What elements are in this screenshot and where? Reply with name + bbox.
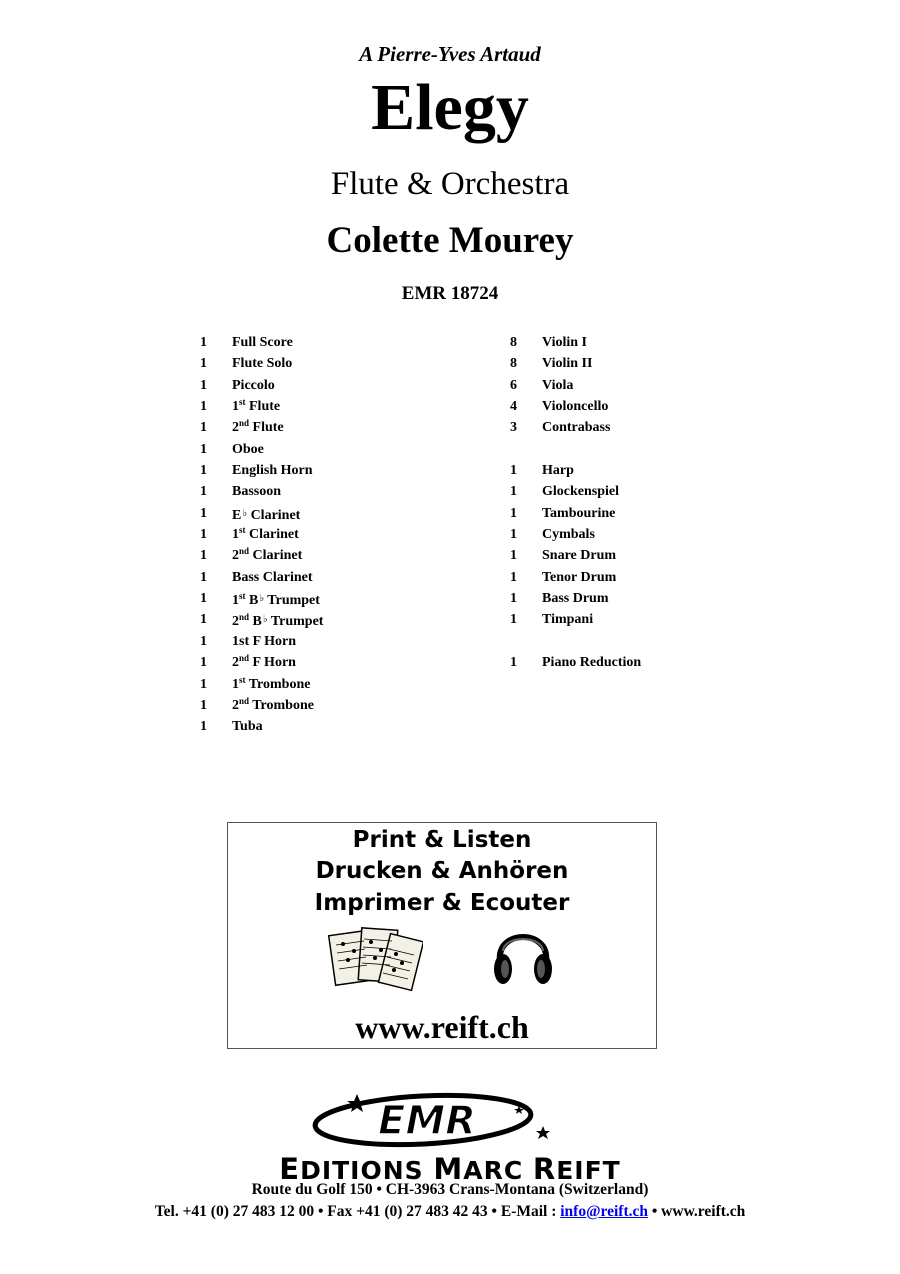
part-quantity: 1 — [510, 548, 517, 564]
part-quantity: 1 — [200, 697, 207, 713]
part-quantity: 1 — [200, 484, 207, 500]
part-quantity: 1 — [200, 633, 207, 649]
part-name — [232, 332, 293, 353]
part-label: Piccolo — [232, 377, 275, 393]
part-label: Trumpet — [264, 593, 320, 609]
part-quantity: 1 — [200, 655, 207, 671]
publisher-name: EDITIONS MARC REIFT — [279, 1152, 621, 1186]
part-label: English Horn — [232, 463, 313, 479]
parts-row — [510, 332, 760, 353]
part-name — [232, 503, 300, 526]
part-label: Flute Solo — [232, 356, 293, 372]
part-quantity: 1 — [200, 377, 207, 393]
parts-row — [200, 588, 450, 609]
composer: Colette Mourey — [326, 220, 574, 261]
part-prefix: 1 — [232, 527, 239, 543]
part-quantity: 1 — [510, 591, 517, 607]
part-quantity: 1 — [510, 569, 517, 585]
part-name: Violin I — [542, 335, 587, 350]
part-quantity: 3 — [510, 420, 517, 436]
part-quantity: 4 — [510, 399, 517, 415]
parts-row — [510, 567, 760, 588]
emr-logo — [305, 1088, 565, 1150]
parts-row — [200, 652, 450, 673]
headphones-icon — [490, 921, 556, 991]
promo-line-french: Imprimer & Ecouter — [314, 890, 570, 916]
part-prefix: 2 — [232, 420, 239, 436]
email-link[interactable]: info@reift.ch — [560, 1203, 648, 1220]
parts-row — [200, 674, 450, 695]
part-key: B — [245, 593, 259, 609]
contact-website: • www.reift.ch — [648, 1203, 746, 1220]
parts-row — [200, 631, 450, 652]
part-name: Violoncello — [542, 399, 609, 415]
part-label: Bass Clarinet — [232, 569, 313, 585]
parts-row — [200, 567, 450, 588]
catalog-number: EMR 18724 — [401, 283, 499, 304]
part-ordinal: nd — [239, 653, 250, 664]
part-prefix: 2 — [232, 655, 239, 671]
part-quantity: 1 — [200, 356, 207, 372]
part-quantity: 8 — [510, 335, 517, 350]
part-name — [232, 417, 284, 438]
part-quantity: 1 — [510, 612, 517, 628]
part-label: Tuba — [232, 719, 263, 735]
parts-row — [510, 417, 760, 438]
page-title: Elegy — [371, 71, 529, 144]
part-quantity: 1 — [200, 441, 207, 457]
part-label: 1st F Horn — [232, 633, 297, 649]
part-ordinal: st — [239, 397, 246, 408]
part-ordinal: st — [239, 674, 246, 685]
part-name — [232, 631, 296, 652]
part-quantity: 1 — [200, 505, 207, 521]
part-label: Bassoon — [232, 484, 282, 500]
parts-row — [200, 503, 450, 524]
parts-row — [200, 396, 450, 417]
parts-row — [200, 545, 450, 566]
part-name: Cymbals — [542, 527, 595, 543]
part-name — [232, 375, 275, 396]
part-quantity: 1 — [200, 612, 207, 628]
part-name: Bass Drum — [542, 591, 609, 607]
part-quantity: 6 — [510, 377, 517, 393]
part-quantity: 1 — [200, 420, 207, 436]
part-label: Full Score — [232, 335, 293, 350]
parts-list-left — [200, 332, 450, 738]
part-prefix: 2 — [232, 614, 239, 630]
sheet-music-icon — [328, 923, 423, 995]
part-prefix: 1 — [232, 676, 239, 692]
part-prefix: 1 — [232, 399, 239, 415]
part-name — [232, 481, 281, 502]
part-name — [232, 652, 296, 673]
part-label: Oboe — [232, 441, 264, 457]
part-name: Snare Drum — [542, 548, 617, 564]
parts-row — [510, 631, 760, 652]
part-name — [232, 609, 323, 632]
part-name — [232, 695, 314, 716]
parts-row — [200, 417, 450, 438]
part-name: Glockenspiel — [542, 484, 620, 500]
part-quantity: 1 — [200, 527, 207, 543]
promo-website[interactable]: www.reift.ch — [355, 1009, 529, 1045]
parts-row — [510, 545, 760, 566]
parts-row — [510, 396, 760, 417]
part-ordinal: nd — [239, 418, 250, 429]
flat-sign: ♭ — [242, 507, 248, 519]
part-quantity: 1 — [200, 463, 207, 479]
part-ordinal: nd — [239, 695, 250, 706]
part-label: Clarinet — [249, 548, 303, 564]
part-name: Violin II — [542, 356, 593, 372]
part-name — [232, 396, 280, 417]
emr-logo-text: EMR — [378, 1098, 476, 1144]
part-ordinal: nd — [239, 546, 250, 557]
part-quantity: 1 — [200, 676, 207, 692]
part-ordinal: nd — [239, 612, 250, 623]
parts-row — [200, 375, 450, 396]
parts-row — [510, 375, 760, 396]
part-name — [232, 524, 299, 545]
parts-row — [510, 460, 760, 481]
parts-row — [200, 439, 450, 460]
part-name — [232, 588, 320, 611]
parts-row — [510, 503, 760, 524]
part-quantity: 1 — [510, 655, 517, 671]
contact-phone-fax: Tel. +41 (0) 27 483 12 00 • Fax +41 (0) 27 483 42 43 • E-Mail : — [154, 1203, 561, 1220]
part-name: Timpani — [542, 612, 594, 628]
dedication: A Pierre-Yves Artaud — [359, 42, 541, 66]
parts-row — [510, 609, 760, 630]
part-label: Flute — [249, 420, 284, 436]
part-label: Trombone — [249, 697, 314, 713]
parts-row — [510, 439, 760, 460]
part-label: Flute — [245, 399, 281, 415]
parts-row — [200, 695, 450, 716]
part-ordinal: st — [239, 591, 246, 602]
publisher-address: Route du Golf 150 • CH-3963 Crans-Montana (Switzerland) — [251, 1181, 649, 1198]
part-name — [232, 567, 313, 588]
part-label: Clarinet — [245, 527, 299, 543]
flat-sign: ♭ — [259, 593, 265, 605]
parts-row — [200, 716, 450, 737]
part-quantity: 1 — [510, 527, 517, 543]
publisher-contact — [0, 1203, 900, 1221]
part-key: B — [249, 614, 262, 630]
part-quantity: 8 — [510, 356, 517, 372]
part-label: Trombone — [245, 676, 311, 692]
part-name: Piano Reduction — [542, 655, 642, 671]
part-prefix: 1 — [232, 593, 239, 609]
part-name: Tambourine — [542, 505, 616, 521]
flat-sign: ♭ — [262, 614, 268, 626]
part-prefix: E — [232, 507, 242, 523]
part-name — [232, 460, 313, 481]
part-name — [232, 439, 264, 460]
subtitle: Flute & Orchestra — [330, 166, 570, 202]
parts-row — [200, 524, 450, 545]
part-name — [232, 353, 292, 374]
part-quantity: 1 — [200, 591, 207, 607]
part-quantity: 1 — [200, 569, 207, 585]
part-label: Trumpet — [267, 614, 324, 630]
part-name — [232, 545, 302, 566]
parts-row — [200, 481, 450, 502]
part-name: Contrabass — [542, 420, 611, 436]
part-quantity: 1 — [200, 335, 207, 350]
part-name: Viola — [542, 377, 574, 393]
print-listen-box — [227, 822, 657, 1049]
parts-row — [510, 481, 760, 502]
part-ordinal: st — [239, 525, 246, 536]
part-quantity: 1 — [200, 719, 207, 735]
part-quantity: 1 — [200, 548, 207, 564]
part-quantity: 1 — [510, 484, 517, 500]
part-label: Clarinet — [247, 507, 301, 523]
part-prefix: 2 — [232, 697, 239, 713]
promo-line-english: Print & Listen — [352, 827, 532, 853]
parts-row — [200, 332, 450, 353]
part-name: Tenor Drum — [542, 569, 617, 585]
part-quantity: 1 — [510, 505, 517, 521]
parts-row — [200, 609, 450, 630]
parts-row — [510, 524, 760, 545]
part-name: Harp — [542, 463, 574, 479]
part-name — [232, 674, 310, 695]
part-prefix: 2 — [232, 548, 239, 564]
promo-line-german: Drucken & Anhören — [315, 858, 569, 884]
part-name — [232, 716, 263, 737]
parts-row — [510, 588, 760, 609]
part-label: F Horn — [249, 655, 296, 671]
parts-row — [510, 652, 760, 673]
parts-row — [200, 353, 450, 374]
parts-row — [510, 353, 760, 374]
parts-list-right — [510, 332, 760, 674]
part-quantity: 1 — [200, 399, 207, 415]
part-quantity: 1 — [510, 463, 517, 479]
parts-row — [200, 460, 450, 481]
